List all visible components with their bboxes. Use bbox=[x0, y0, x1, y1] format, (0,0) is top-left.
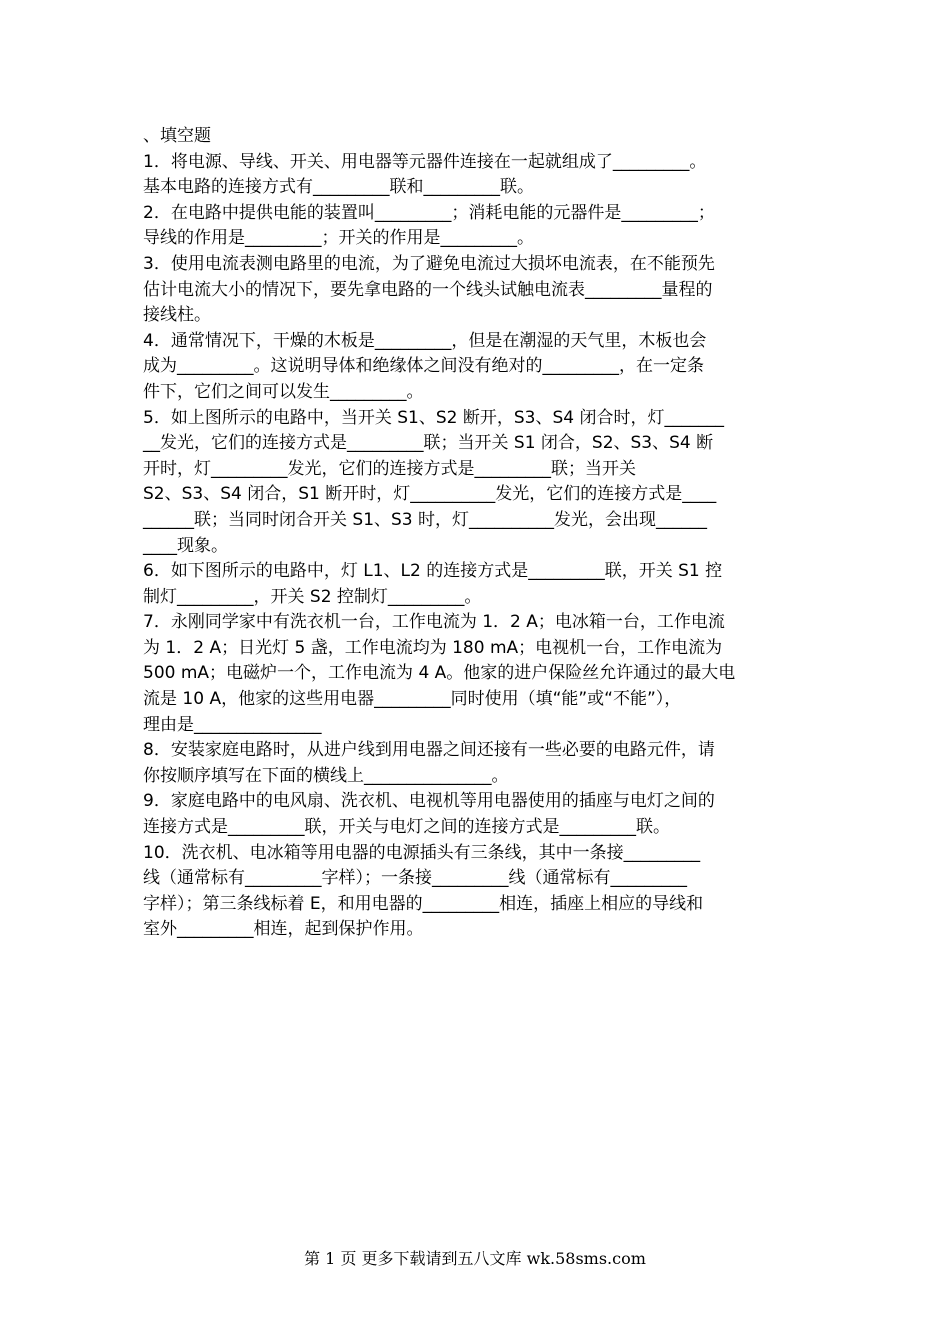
question-3-line-3: 接线柱。 bbox=[143, 305, 211, 326]
question-10-line-2: 线（通常标有_________字样）；一条接_________线（通常标有_________ bbox=[143, 868, 687, 889]
question-6-line-2: 制灯_________，开关 S2 控制灯_________。 bbox=[143, 586, 482, 607]
question-1-line-2: 基本电路的连接方式有_________联和_________联。 bbox=[143, 177, 534, 198]
page-footer: 第 1 页 更多下载请到五八文库 wk.58sms.com bbox=[304, 1249, 646, 1268]
question-6-line-1: 6．如下图所示的电路中，灯 L1、L2 的连接方式是_________联，开关 S1 控 bbox=[143, 561, 723, 582]
question-10-line-4: 室外_________相连，起到保护作用。 bbox=[143, 919, 424, 940]
question-5-line-5: ______联；当同时闭合开关 S1、S3 时，灯__________发光，会出现______ bbox=[143, 509, 708, 530]
question-7-line-5: 理由是_______________ bbox=[143, 714, 322, 735]
section-heading: 、填空题 bbox=[143, 126, 211, 146]
question-7-line-1: 7．永刚同学家中有洗衣机一台，工作电流为 1．2 A；电冰箱一台，工作电流 bbox=[143, 612, 725, 633]
question-5-line-6: ____现象。 bbox=[143, 535, 228, 556]
question-7-line-3: 500 mA；电磁炉一个，工作电流为 4 A。他家的进户保险丝允许通过的最大电 bbox=[143, 663, 736, 684]
question-5-line-1: 5．如上图所示的电路中，当开关 S1、S2 断开，S3、S4 闭合时，灯_______ bbox=[143, 407, 724, 428]
question-7-line-4: 流是 10 A，他家的这些用电器_________同时使用（填“能”或“不能”）， bbox=[143, 689, 682, 710]
question-10-line-1: 10．洗衣机、电冰箱等用电器的电源插头有三条线，其中一条接_________ bbox=[143, 842, 701, 863]
question-4-line-1: 4．通常情况下，干燥的木板是_________，但是在潮湿的天气里，木板也会 bbox=[143, 330, 707, 351]
question-5-line-2: __发光，它们的连接方式是_________联；当开关 S1 闭合，S2、S3、S4 断 bbox=[143, 433, 714, 454]
question-3-line-1: 3．使用电流表测电路里的电流，为了避免电流过大损坏电流表，在不能预先 bbox=[143, 253, 715, 274]
question-2-line-2: 导线的作用是_________；开关的作用是_________。 bbox=[143, 228, 534, 249]
question-5-line-4: S2、S3、S4 闭合，S1 断开时，灯__________发光，它们的连接方式是____ bbox=[143, 484, 717, 505]
question-8-line-2: 你按顺序填写在下面的横线上_______________。 bbox=[143, 765, 509, 786]
question-3-line-2: 估计电流大小的情况下，要先拿电路的一个线头试触电流表_________量程的 bbox=[143, 279, 713, 300]
question-9-line-2: 连接方式是_________联，开关与电灯之间的连接方式是_________联。 bbox=[143, 817, 670, 838]
question-9-line-1: 9．家庭电路中的电风扇、洗衣机、电视机等用电器使用的插座与电灯之间的 bbox=[143, 791, 715, 812]
question-10-line-3: 字样）；第三条线标着 E，和用电器的_________相连，插座上相应的导线和 bbox=[143, 893, 704, 914]
question-4-line-3: 件下，它们之间可以发生_________。 bbox=[143, 381, 424, 402]
question-7-line-2: 为 1．2 A；日光灯 5 盏，工作电流均为 180 mA；电视机一台，工作电流为 bbox=[143, 637, 723, 658]
question-8-line-1: 8．安装家庭电路时，从进户线到用电器之间还接有一些必要的电路元件，请 bbox=[143, 740, 715, 761]
question-4-line-2: 成为_________。这说明导体和绝缘体之间没有绝对的_________，在一定条 bbox=[143, 356, 704, 377]
question-2-line-1: 2．在电路中提供电能的装置叫_________；消耗电能的元器件是_________； bbox=[143, 202, 715, 223]
question-5-line-3: 开时，灯_________发光，它们的连接方式是_________联；当开关 bbox=[143, 458, 636, 479]
question-1-line-1: 1．将电源、导线、开关、用电器等元器件连接在一起就组成了_________。 bbox=[143, 151, 707, 172]
fill-in-blank-section bbox=[143, 124, 808, 943]
